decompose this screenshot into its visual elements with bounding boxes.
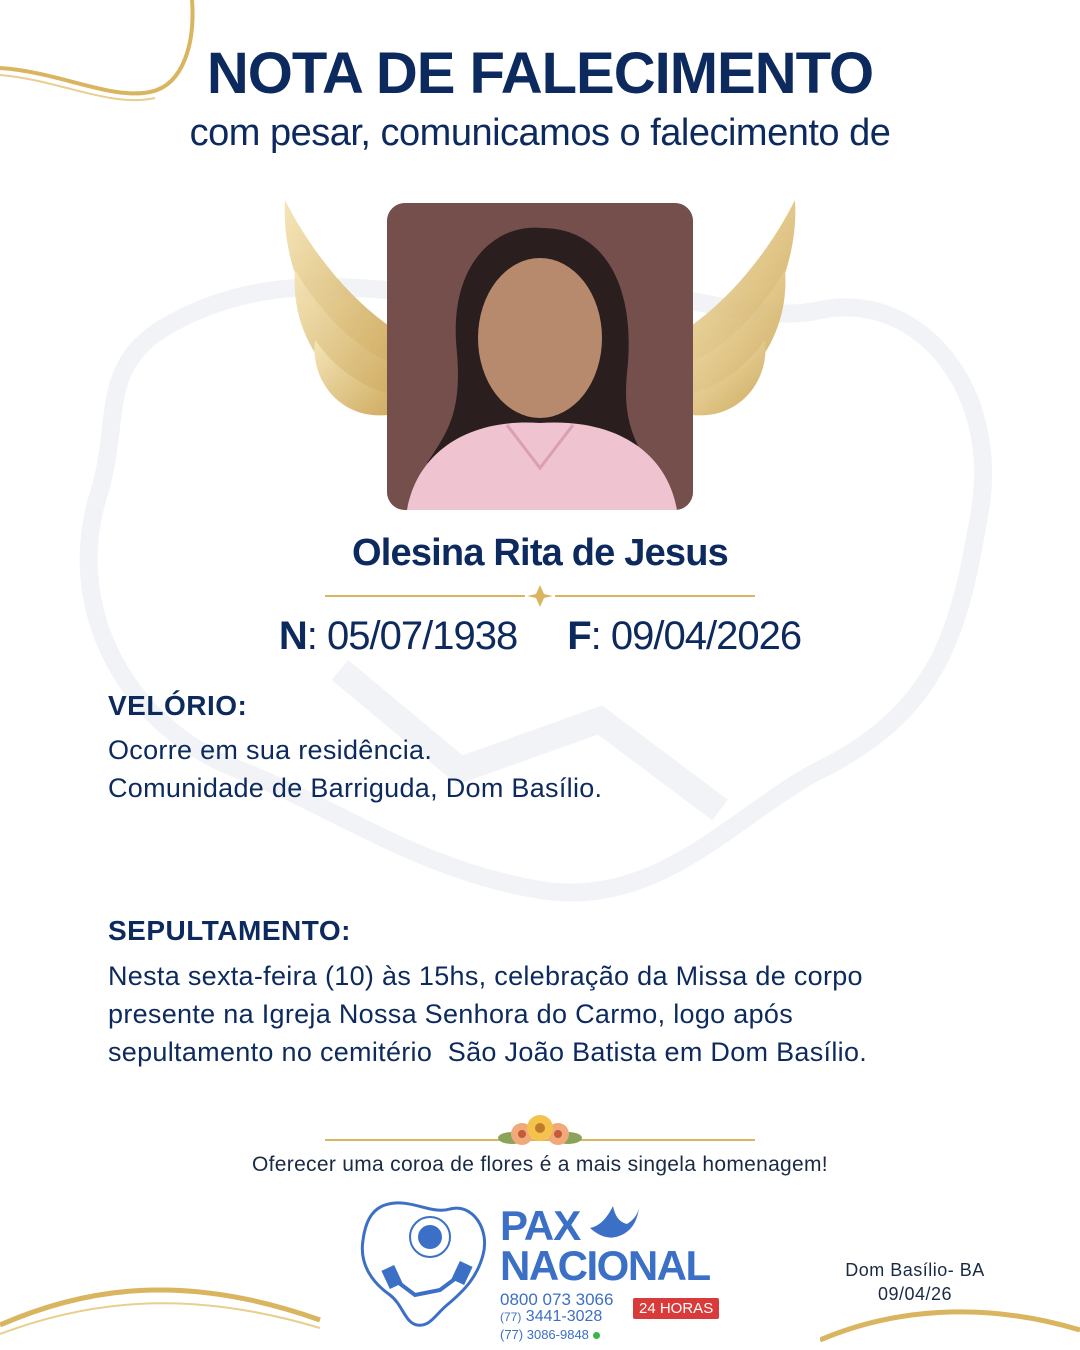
flower-divider-icon: [325, 1108, 755, 1158]
life-dates: N: 05/07/1938 F: 09/04/2026: [278, 614, 802, 658]
phone-number: 3441-3028: [525, 1308, 603, 1325]
location: Dom Basílio- BA: [845, 1260, 985, 1280]
deceased-photo: [387, 203, 693, 510]
velorio-text: [108, 731, 602, 807]
death-date: 09/04/2026: [610, 614, 802, 658]
phone-area-code: (77): [500, 1310, 522, 1324]
sepultamento-line: Nesta sexta-feira (10) às 15hs, celebração da Missa de corpo: [108, 961, 863, 991]
location-date: [820, 1258, 1010, 1306]
sepultamento-text: [108, 957, 867, 1071]
phone-secondary: [500, 1308, 602, 1326]
birth-label: N: [278, 614, 307, 658]
velorio-line: Ocorre em sua residência.: [108, 735, 433, 765]
deceased-name: Olesina Rita de Jesus: [351, 532, 729, 574]
page-title: NOTA DE FALECIMENTO: [206, 41, 874, 106]
page-subtitle: com pesar, comunicamos o falecimento de: [189, 112, 891, 154]
brand-name-line2: NACIONAL: [500, 1242, 710, 1289]
velorio-label: VELÓRIO:: [108, 690, 248, 721]
sepultamento-line: sepultamento no cemitério São João Batista em Dom Basílio.: [108, 1037, 868, 1067]
whatsapp-icon: [593, 1332, 600, 1339]
phone-whatsapp-number: (77) 3086-9848: [500, 1327, 589, 1342]
brand-name-line1: PAX: [500, 1202, 581, 1249]
sepultamento-label: SEPULTAMENTO:: [108, 915, 351, 946]
24h-badge: 24 HORAS: [633, 1298, 719, 1319]
dove-icon: [585, 1198, 640, 1243]
post-date: 09/04/26: [877, 1284, 953, 1304]
tagline: Oferecer uma coroa de flores é a mais singela homenagem!: [252, 1153, 828, 1176]
gold-divider: [325, 585, 755, 607]
death-label: F: [567, 614, 591, 658]
sepultamento-line: presente na Igreja Nossa Senhora do Carmo, logo após: [108, 999, 794, 1029]
velorio-line: Comunidade de Barriguda, Dom Basílio.: [108, 773, 603, 803]
gold-swoosh-bottom-right: [820, 1300, 1080, 1350]
gold-swoosh-bottom-left: [0, 1270, 330, 1350]
pax-nacional-logo-icon: [355, 1195, 495, 1330]
phone-tollfree: 0800 073 3066: [500, 1290, 614, 1309]
phone-whatsapp: [500, 1327, 600, 1342]
birth-date: 05/07/1938: [327, 614, 518, 658]
